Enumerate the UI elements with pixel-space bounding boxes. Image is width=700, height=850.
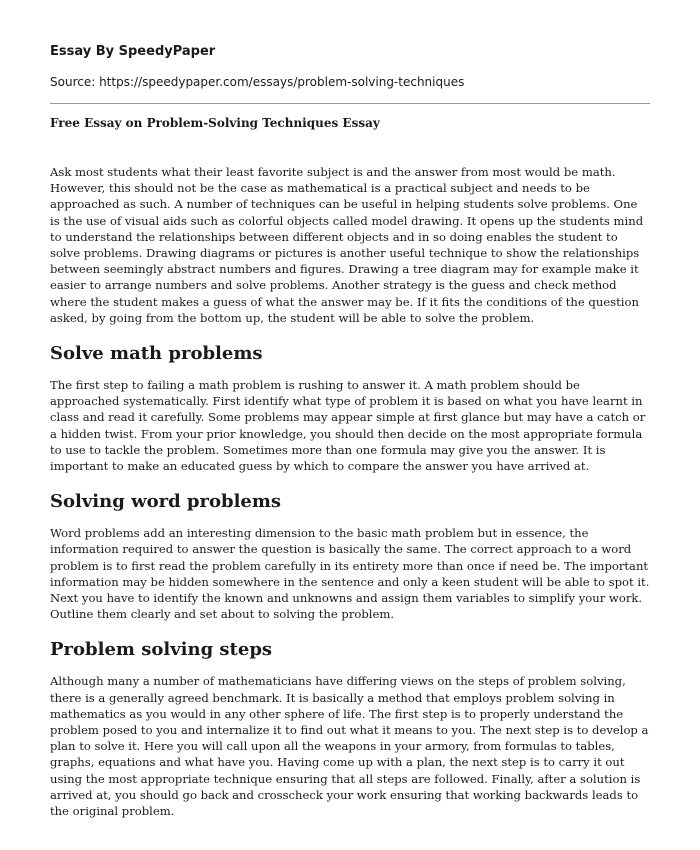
intro-paragraph: Ask most students what their least favorite subject is and the answer from most would be math. However, this should not be the case as mathematical is a practical subject and needs to be approached as such. A number of techniques can be useful in helping students solve problems. One is the use of visual aids such as colorful objects called model drawing. It opens up the students mind to understand the relationships between different objects and in so doing enables the student to solve problems. Drawing diagrams or pictures is another useful technique to show the relationships between seemingly abstract numbers and figures. Drawing a tree diagram may for example make it easier to arrange numbers and solve problems. Another strategy is the guess and check method where the student makes a guess of what the answer may be. If it fits the conditions of the question asked, by going from the bottom up, the student will be able to solve the problem. xyxy=(50,165,644,325)
document-title: Free Essay on Problem-Solving Techniques Essay xyxy=(50,116,380,130)
section-heading-solving-word-problems: Solving word problems xyxy=(50,491,282,513)
section-heading-solve-math-problems: Solve math problems xyxy=(50,343,263,365)
section-body-problem-solving-steps: Although many a number of mathematicians have differing views on the steps of problem solving, there is a generally agreed benchmark. It is basically a method that employs problem solving in mathematics as you would in any other sphere of life. The first step is to properly understand the problem posed to you and internalize it to find out what it means to you. The next step is to develop a plan to solve it. Here you will call upon all the weapons in your armory, from formulas to tables, graphs, equations and what have you. Having come up with a plan, the next step is to carry it out using the most appropriate technique ensuring that all steps are followed. Finally, after a solution is arrived at, you should go back and crosscheck your work ensuring that working backwards leads to the original problem. xyxy=(50,674,649,819)
section-body-solving-word-problems: Word problems add an interesting dimension to the basic math problem but in essence, the information required to answer the question is basically the same. The correct approach to a word problem is to first read the problem carefully in its entirety more than once if need be. The important information may be hidden somewhere in the sentence and only a keen student will be able to spot it. Next you have to identify the known and unknowns and assign them variables to simplify your work. Outline them clearly and set about to solving the problem. xyxy=(50,526,650,622)
section-body-solve-math-problems: The first step to failing a math problem is rushing to answer it. A math problem should be approached systematically. First identify what type of problem it is based on what you have learnt in class and read it carefully. Some problems may appear simple at first glance but may have a catch or a hidden twist. From your prior knowledge, you should then decide on the most appropriate formula to use to tackle the problem. Sometimes more than one formula may give you the answer. It is important to make an educated guess by which to compare the answer you have arrived at. xyxy=(50,378,646,474)
header-divider xyxy=(50,103,650,104)
section-heading-problem-solving-steps: Problem solving steps xyxy=(50,639,273,661)
essay-source: Source: https://speedypaper.com/essays/problem-solving-techniques xyxy=(50,75,465,89)
essay-author: Essay By SpeedyPaper xyxy=(50,44,216,59)
